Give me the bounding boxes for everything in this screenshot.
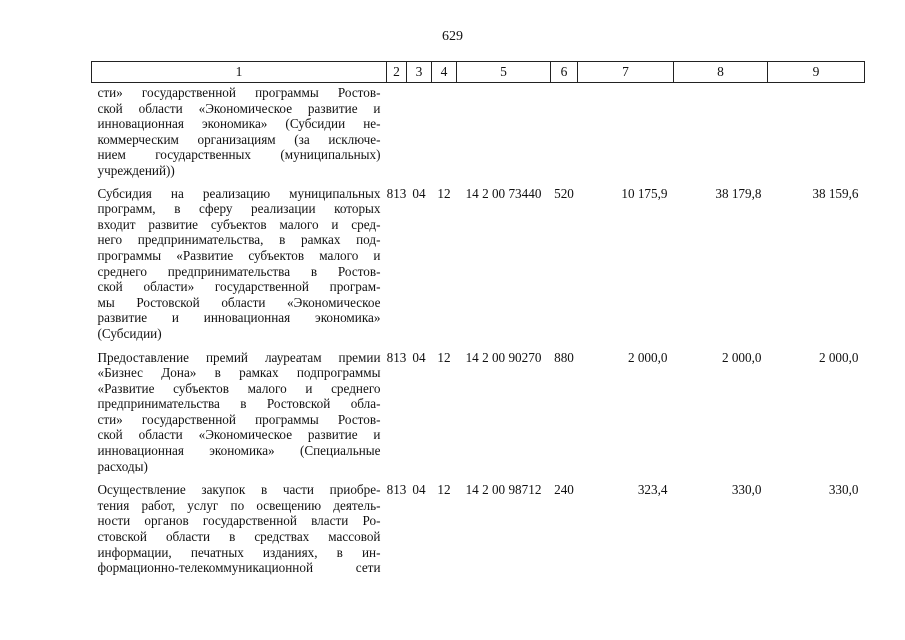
cell-target-article: 14 2 00 90270 xyxy=(465,349,542,365)
col-header-4: 4 xyxy=(432,62,457,83)
desc-line: тения работ, услуг по освещению деятель- xyxy=(97,497,381,513)
cell-amount-7: 2 000,0 xyxy=(627,349,668,365)
desc-line: программ, в сферу реализации которых xyxy=(97,201,381,217)
desc-line: коммерческим организациям (за исключе- xyxy=(97,131,381,147)
cell-target-article: 14 2 00 73440 xyxy=(465,185,542,201)
desc-line: ской области «Экономическое развитие и xyxy=(97,427,381,443)
desc-line: Субсидия на реализацию муниципальных xyxy=(97,185,381,201)
desc-line: расходы) xyxy=(97,458,148,474)
cell-section: 04 xyxy=(412,349,426,365)
row-description xyxy=(92,350,387,483)
desc-line: сти» государственной программы Ростов- xyxy=(97,411,381,427)
desc-line: учреждений)) xyxy=(97,162,175,178)
desc-line: среднего предпринимательства в Ростов- xyxy=(97,263,381,279)
col-header-8: 8 xyxy=(674,62,768,83)
cell-amount-9: 38 159,6 xyxy=(812,185,859,201)
col-header-2: 2 xyxy=(387,62,407,83)
cell-amount-7: 323,4 xyxy=(637,482,668,498)
cell-expense-type: 520 xyxy=(554,185,574,201)
desc-line: программы «Развитие субъектов малого и xyxy=(97,247,381,263)
cell-amount-9: 2 000,0 xyxy=(818,349,859,365)
cell-ministry: 813 xyxy=(386,482,407,498)
desc-line: Осуществление закупок в части приобре- xyxy=(97,482,381,498)
desc-line: развитие и инновационная экономика» xyxy=(97,310,381,326)
table-row xyxy=(92,350,865,483)
cell-expense-type: 880 xyxy=(554,349,574,365)
desc-line: (Субсидии) xyxy=(97,325,162,341)
desc-line: формационно-телекоммуникационной сети xyxy=(97,560,381,576)
desc-line: инновационная экономика» (Специальные xyxy=(97,443,381,459)
desc-line: входит развитие субъектов малого и сред- xyxy=(97,216,381,232)
cell-target-article: 14 2 00 98712 xyxy=(465,482,542,498)
page-number: 629 xyxy=(442,29,463,44)
cell-subsection: 12 xyxy=(437,349,451,365)
col-header-6: 6 xyxy=(551,62,578,83)
cell-section: 04 xyxy=(412,482,426,498)
desc-line: инновационная экономика» (Субсидии не- xyxy=(97,116,381,132)
col-header-7: 7 xyxy=(578,62,674,83)
desc-line: него предпринимательства, в рамках под- xyxy=(97,232,381,248)
desc-line: «Развитие субъектов малого и среднего xyxy=(97,380,381,396)
budget-table xyxy=(91,61,865,584)
desc-line: ности органов государственной власти Ро- xyxy=(97,513,381,529)
desc-line: сти» государственной программы Ростов- xyxy=(97,85,381,100)
cell-expense-type: 240 xyxy=(554,482,574,498)
cell-amount-8: 330,0 xyxy=(731,482,762,498)
col-header-1: 1 xyxy=(92,62,387,83)
cell-amount-7: 10 175,9 xyxy=(621,185,668,201)
col-header-3: 3 xyxy=(407,62,432,83)
row-description xyxy=(92,83,387,186)
desc-line: стовской области в средствах массовой xyxy=(97,529,381,545)
desc-line: информации, печатных изданиях, в ин- xyxy=(97,544,381,560)
desc-line: «Бизнес Дона» в рамках подпрограммы xyxy=(97,365,381,381)
table-row-continuation xyxy=(92,83,865,186)
cell-ministry: 813 xyxy=(386,349,407,365)
cell-section: 04 xyxy=(412,185,426,201)
col-header-9: 9 xyxy=(768,62,865,83)
cell-subsection: 12 xyxy=(437,482,451,498)
table-row xyxy=(92,186,865,350)
desc-line: нием государственных (муниципальных) xyxy=(97,147,381,163)
table-row xyxy=(92,482,865,584)
row-description xyxy=(92,186,387,350)
cell-subsection: 12 xyxy=(437,185,451,201)
desc-line: ской области «Экономическое развитие и xyxy=(97,100,381,116)
desc-line: ской области» государственной програм- xyxy=(97,279,381,295)
cell-amount-8: 38 179,8 xyxy=(715,185,762,201)
header-row xyxy=(92,62,865,83)
desc-line: предпринимательства в Ростовской обла- xyxy=(97,396,381,412)
desc-line: Предоставление премий лауреатам премии xyxy=(97,349,381,365)
cell-amount-8: 2 000,0 xyxy=(721,349,762,365)
row-description xyxy=(92,482,387,584)
cell-ministry: 813 xyxy=(386,185,407,201)
desc-line: мы Ростовской области «Экономическое xyxy=(97,294,381,310)
col-header-5: 5 xyxy=(457,62,551,83)
cell-amount-9: 330,0 xyxy=(828,482,859,498)
